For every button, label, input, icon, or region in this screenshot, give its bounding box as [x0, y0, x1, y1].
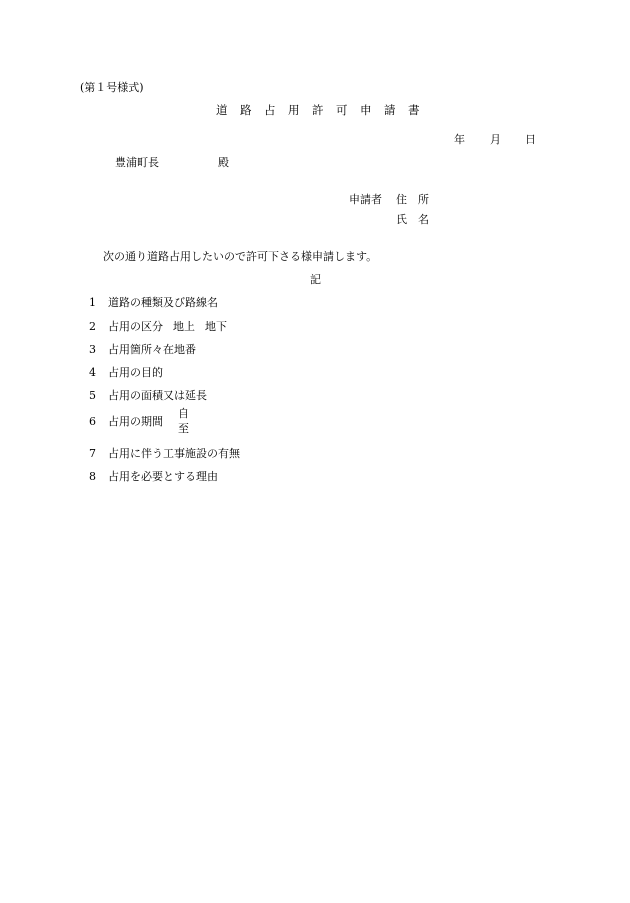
item-number: 3 — [89, 343, 96, 356]
item-label: 占用の期間 — [108, 415, 163, 428]
option-above-ground: 地上 — [173, 320, 195, 333]
list-item — [89, 447, 240, 460]
item-label: 道路の種類及び路線名 — [108, 296, 218, 309]
item-label: 占用に伴う工事施設の有無 — [108, 447, 240, 460]
list-item — [89, 366, 163, 379]
list-item — [89, 415, 163, 428]
list-item — [89, 470, 218, 483]
item-number: 4 — [89, 366, 96, 379]
item-number: 5 — [89, 389, 96, 402]
date-month-label: 月 — [490, 133, 501, 146]
list-item — [89, 343, 196, 356]
intro-text: 次の通り道路占用したいので許可下さる様申請します。 — [103, 250, 378, 263]
item-label: 占用箇所々在地番 — [108, 343, 196, 356]
form-number-label: (第１号様式) — [80, 81, 144, 94]
period-to-label: 至 — [178, 422, 189, 435]
address-label: 住所 — [396, 193, 440, 206]
item-label: 占用の目的 — [108, 366, 163, 379]
item-number: 8 — [89, 470, 96, 483]
applicant-label: 申請者 — [349, 193, 382, 206]
item-number: 6 — [89, 415, 96, 428]
date-day-label: 日 — [525, 133, 536, 146]
item-number: 7 — [89, 447, 96, 460]
period-from-label: 自 — [178, 407, 189, 420]
document-title: 道路占用許可申請書 — [216, 103, 432, 117]
option-underground: 地下 — [205, 320, 227, 333]
name-label: 氏名 — [396, 213, 440, 226]
ki-heading: 記 — [310, 273, 321, 286]
item-number: 1 — [89, 296, 96, 309]
item-label: 占用の区分 — [108, 320, 163, 333]
date-year-label: 年 — [454, 133, 465, 146]
item-number: 2 — [89, 320, 96, 333]
list-item — [89, 320, 227, 333]
honorific: 殿 — [218, 156, 229, 169]
list-item — [89, 389, 207, 402]
list-item — [89, 296, 218, 309]
item-label: 占用の面積又は延長 — [108, 389, 207, 402]
item-label: 占用を必要とする理由 — [108, 470, 218, 483]
addressee: 豊浦町長 — [115, 156, 159, 169]
